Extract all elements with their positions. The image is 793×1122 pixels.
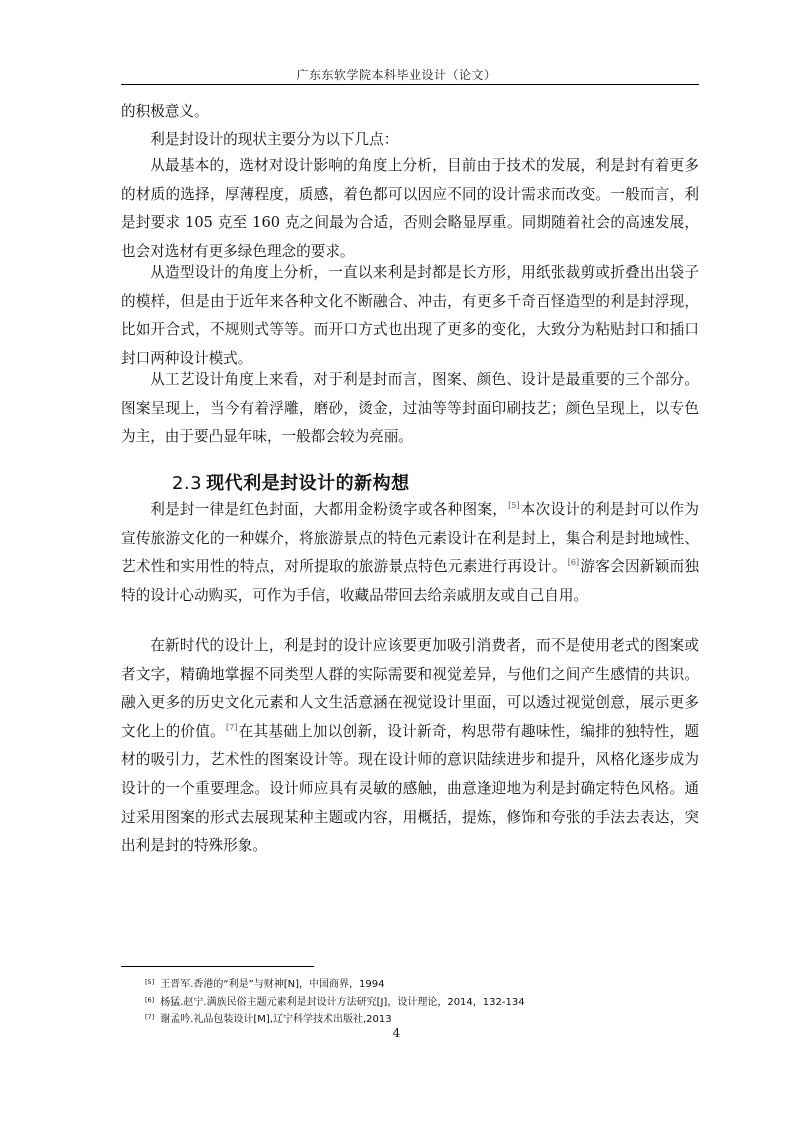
section-heading <box>172 469 410 495</box>
paragraph-status-intro: 利是封设计的现状主要分为以下几点： <box>150 131 399 148</box>
paragraph-text: 本次设计的利是封可以作为宣传旅游文化的一种媒介，将旅游景点的特色元素设计在利是封上，集合利是封地域性、艺术性和实用性的特点，对所提取的旅游景点特色元素进行再设计。 <box>121 501 699 576</box>
citation-7: [7] <box>226 722 238 732</box>
paragraph-text: 在新时代的设计上，利是封的设计应该要更加吸引消费者，而不是使用老式的图案或者文字，精确地掌握不同类型人群的实际需要和视觉差异，与他们之间产生感情的共识。融入更多的历史文化元素和人文生活意涵在视觉设计里面，可以透过视觉创意，展示更多文化上的价值。 <box>121 637 699 740</box>
paragraph-text: 游客会因新颖而独特的设计心动购买，可作为手信，收藏品带回去给亲戚朋友或自己自用。 <box>121 558 699 604</box>
header-divider <box>121 84 699 85</box>
footnote-mark: [6] <box>145 995 155 1004</box>
paragraph-continuation: 的积极意义。 <box>121 103 209 120</box>
page-number: 4 <box>392 1026 401 1040</box>
footnote-divider <box>121 966 314 967</box>
paragraph-text: 在其基础上加以创新，设计新奇，构思带有趣味性，编排的独特性，题材的吸引力，艺术性的图案设计等。现在设计师的意识陆续进步和提升，风格化逐步成为设计的一个重要理念。设计师应具有灵敏的感触，曲意逢迎地为利是封确定特色风格。通过采用图案的形式去展现某种主题或内容，用概括，提炼，修饰和夸张的手法去表达，突出利是封的特殊形象。 <box>121 722 699 855</box>
footnote-item <box>145 1010 525 1028</box>
footnotes <box>145 975 525 1028</box>
footnote-mark: [5] <box>145 978 155 986</box>
footnote-item <box>145 993 525 1011</box>
paragraph-material: 从最基本的，选材对设计影响的角度上分析，目前由于技术的发展，利是封有着更多的材质的选择，厚薄程度，质感，着色都可以因应不同的设计需求而改变。一般而言，利是封要求 105 克至 160 克之间最为合适，否则会略显厚重。同期随着社会的高速发展，也会对选材有更多绿色理念的要求。 <box>121 157 699 260</box>
paragraph-modern-design <box>121 632 699 861</box>
footnote-text: 王晋军.香港的“利是”与财神[N]，中国商界，1994 <box>160 979 385 990</box>
footnote-mark: [7] <box>145 1013 155 1021</box>
footnote-text: 杨猛.赵宁.满族民俗主题元素利是封设计方法研究[J]，设计理论，2014，132-134 <box>160 996 525 1008</box>
citation-5: [5] <box>508 501 520 510</box>
citation-6: [6] <box>567 558 580 568</box>
paragraph-craft: 从工艺设计角度上来看，对于利是封而言，图案、颜色、设计是最重要的三个部分。图案呈现上，当今有着浮雕，磨砂，烫金，过油等等封面印刷技艺；颜色呈现上，以专色为主，由于要凸显年味，一般都会较为亮丽。 <box>121 371 699 446</box>
running-header: 广东东软学院本科毕业设计（论文） <box>296 68 497 82</box>
paragraph-text: 利是封一律是红色封面，大都用金粉烫字或各种图案， <box>150 501 508 518</box>
section-title: 现代利是封设计的新构想 <box>206 473 410 494</box>
paragraph-shape: 从造型设计的角度上分析，一直以来利是封都是长方形，用纸张裁剪或折叠出出袋子的模样，但是由于近年来各种文化不断融合、冲击，有更多千奇百怪造型的利是封浮现，比如开合式，不规则式等等。而开口方式也出现了更多的变化，大致分为粘贴封口和插口封口两种设计模式。 <box>121 264 699 367</box>
footnote-text: 谢孟吟.礼品包装设计[M],辽宁科学技术出版社,2013 <box>160 1014 392 1025</box>
footnote-item <box>145 975 525 993</box>
paragraph-new-concept <box>121 496 699 610</box>
section-number: 2.3 <box>172 473 203 494</box>
